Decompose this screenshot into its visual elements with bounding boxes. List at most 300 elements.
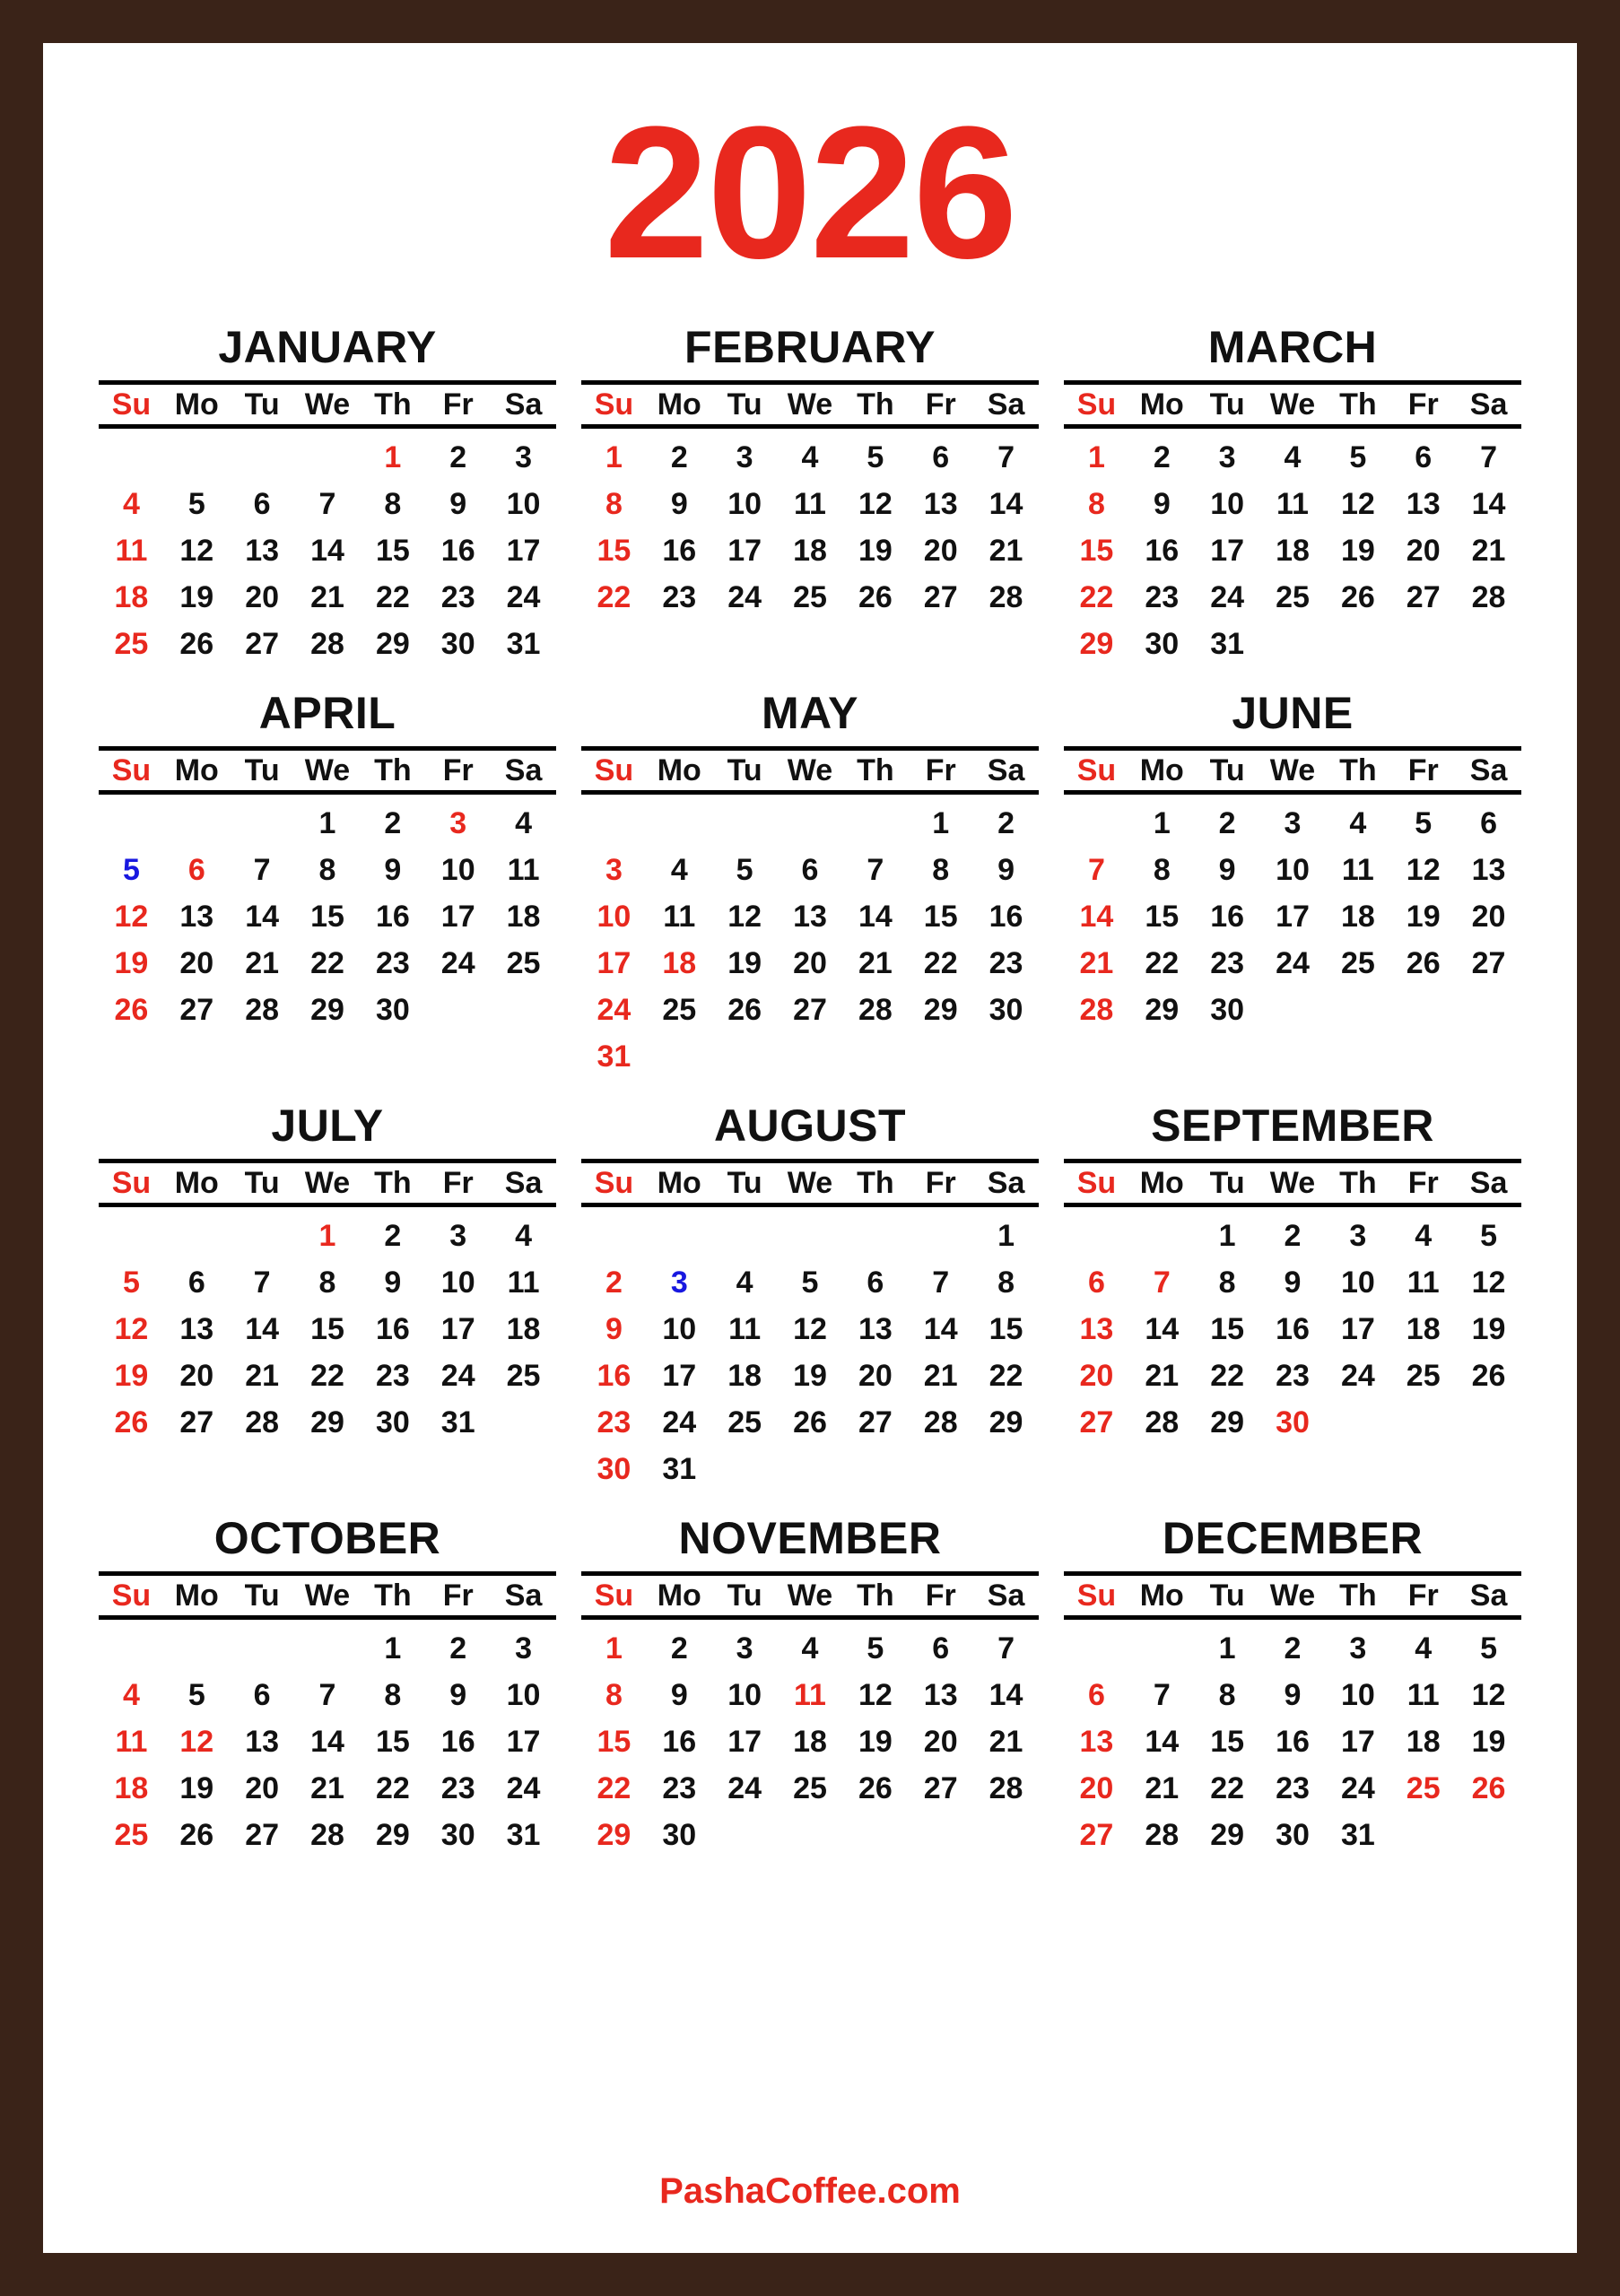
- day-cell: 29: [375, 1818, 410, 1853]
- day-cell: 2: [605, 1265, 623, 1300]
- weekday-label-tu: Tu: [244, 1578, 280, 1613]
- day-cell: 21: [1145, 1359, 1180, 1394]
- month-name-january: JANUARY: [218, 322, 437, 372]
- day-cell: 21: [989, 534, 1023, 569]
- weekday-label-th: Th: [374, 1578, 412, 1613]
- day-cell: 5: [1480, 1631, 1498, 1666]
- day-cell: 18: [114, 1771, 149, 1806]
- weekday-label-su: Su: [111, 1578, 152, 1613]
- weekday-label-tu: Tu: [244, 753, 280, 788]
- day-cell: 23: [597, 1405, 631, 1440]
- weekday-label-mo: Mo: [657, 753, 701, 788]
- month-name-march: MARCH: [1207, 322, 1378, 372]
- day-cell: 7: [932, 1265, 950, 1300]
- weekday-label-th: Th: [857, 1578, 894, 1613]
- day-cell: 21: [858, 946, 893, 981]
- day-cell: 12: [1406, 853, 1441, 888]
- day-cell: 28: [989, 580, 1023, 615]
- weekday-label-mo: Mo: [174, 1578, 219, 1613]
- weekday-label-tu: Tu: [1209, 753, 1245, 788]
- day-cell: 10: [727, 487, 762, 522]
- weekday-label-mo: Mo: [1139, 387, 1184, 422]
- weekday-label-fr: Fr: [1407, 1166, 1439, 1201]
- day-cell: 27: [1406, 580, 1441, 615]
- day-cell: 6: [187, 1265, 205, 1300]
- day-cell-empty: [99, 1213, 164, 1259]
- day-cell: 19: [858, 534, 893, 569]
- day-cell: 31: [597, 1039, 631, 1074]
- weekday-label-tu: Tu: [244, 387, 280, 422]
- day-cell: 23: [440, 1771, 475, 1806]
- day-cell: 19: [114, 1359, 149, 1394]
- day-cell-empty: [647, 1213, 712, 1259]
- day-cell: 10: [1210, 487, 1245, 522]
- day-cell: 25: [1340, 946, 1375, 981]
- day-cell: 12: [114, 1312, 149, 1347]
- day-cell: 23: [1145, 580, 1180, 615]
- day-cell: 21: [245, 1359, 280, 1394]
- day-cell: 22: [310, 946, 344, 981]
- day-cell: 16: [375, 900, 410, 935]
- day-cell: 2: [1153, 440, 1171, 474]
- day-cell: 27: [923, 580, 958, 615]
- day-cell: 21: [245, 946, 280, 981]
- day-cell: 22: [1145, 946, 1180, 981]
- day-cell-empty: [647, 800, 712, 847]
- day-cell-empty: [99, 800, 164, 847]
- day-cell: 12: [179, 1725, 214, 1760]
- day-cell: 6: [932, 440, 950, 474]
- day-cell: 14: [245, 1312, 280, 1347]
- day-cell: 30: [1145, 627, 1180, 662]
- weekday-label-mo: Mo: [174, 753, 219, 788]
- weekday-label-mo: Mo: [1139, 1166, 1184, 1201]
- day-cell: 10: [1276, 853, 1310, 888]
- day-cell: 20: [923, 534, 958, 569]
- month-block-april: [86, 687, 569, 1100]
- day-cell: 18: [506, 1312, 541, 1347]
- weekday-label-sa: Sa: [504, 1578, 543, 1613]
- day-cell: 1: [605, 1631, 623, 1666]
- day-cell: 23: [440, 580, 475, 615]
- day-cell: 19: [793, 1359, 827, 1394]
- day-cell: 4: [1349, 806, 1367, 841]
- day-cell: 2: [670, 1631, 688, 1666]
- day-cell: 22: [310, 1359, 344, 1394]
- day-cell: 15: [597, 1725, 631, 1760]
- day-cell: 16: [1276, 1725, 1310, 1760]
- day-cell: 8: [1087, 487, 1105, 522]
- day-grid-december: [1064, 1625, 1521, 1858]
- weekday-label-su: Su: [111, 753, 152, 788]
- day-cell-empty: [1064, 1213, 1129, 1259]
- weekday-label-fr: Fr: [925, 1578, 956, 1613]
- weekday-label-fr: Fr: [442, 753, 474, 788]
- month-name-june: JUNE: [1232, 688, 1354, 739]
- day-cell: 3: [1349, 1219, 1367, 1254]
- day-cell: 23: [1276, 1771, 1310, 1806]
- day-cell: 30: [440, 1818, 475, 1853]
- day-cell: 29: [375, 627, 410, 662]
- day-cell: 19: [179, 1771, 214, 1806]
- month-name-february: FEBRUARY: [684, 322, 936, 372]
- day-cell: 25: [506, 1359, 541, 1394]
- day-cell: 3: [515, 1631, 533, 1666]
- weekday-label-sa: Sa: [1469, 1166, 1508, 1201]
- day-cell: 4: [801, 1631, 819, 1666]
- day-cell: 14: [923, 1312, 958, 1347]
- day-cell: 11: [1276, 487, 1309, 522]
- day-cell: 3: [1218, 440, 1236, 474]
- day-cell: 30: [662, 1818, 697, 1853]
- day-cell: 2: [384, 806, 402, 841]
- day-cell: 18: [793, 1725, 827, 1760]
- day-cell: 6: [932, 1631, 950, 1666]
- day-cell: 18: [1276, 534, 1310, 569]
- day-cell-empty: [778, 800, 843, 847]
- day-cell: 17: [440, 1312, 475, 1347]
- day-cell: 30: [989, 993, 1023, 1028]
- day-cell: 15: [375, 1725, 410, 1760]
- day-cell: 10: [440, 1265, 475, 1300]
- day-cell: 21: [989, 1725, 1023, 1760]
- weekday-label-th: Th: [1339, 1166, 1377, 1201]
- day-cell: 6: [1480, 806, 1498, 841]
- day-cell: 8: [318, 853, 336, 888]
- day-cell: 30: [1276, 1818, 1310, 1853]
- weekday-header-row: [581, 1571, 1039, 1620]
- weekday-label-mo: Mo: [174, 387, 219, 422]
- day-cell: 25: [1406, 1359, 1441, 1394]
- day-cell-empty: [230, 1625, 295, 1672]
- weekday-label-tu: Tu: [1209, 387, 1245, 422]
- day-cell-empty: [164, 434, 230, 481]
- day-cell: 28: [1145, 1405, 1180, 1440]
- day-cell: 14: [1079, 900, 1114, 935]
- page-title: 2026: [604, 87, 1016, 298]
- day-cell: 26: [858, 580, 893, 615]
- day-cell: 20: [1079, 1771, 1114, 1806]
- day-cell: 7: [1480, 440, 1498, 474]
- day-cell: 1: [932, 806, 950, 841]
- day-cell: 21: [1471, 534, 1506, 569]
- day-cell: 5: [122, 1265, 140, 1300]
- day-cell: 22: [989, 1359, 1023, 1394]
- day-cell: 9: [384, 1265, 402, 1300]
- day-cell: 5: [1349, 440, 1367, 474]
- day-cell-empty: [230, 434, 295, 481]
- day-cell: 26: [727, 993, 762, 1028]
- day-cell: 10: [727, 1678, 762, 1713]
- month-name-august: AUGUST: [713, 1100, 907, 1152]
- day-cell: 27: [1079, 1405, 1114, 1440]
- day-cell: 9: [997, 853, 1015, 888]
- day-cell-empty: [1129, 1625, 1195, 1672]
- day-cell: 29: [310, 993, 344, 1028]
- weekday-label-we: We: [787, 753, 833, 788]
- day-cell: 26: [179, 627, 214, 662]
- day-cell: 1: [1153, 806, 1171, 841]
- day-cell: 16: [989, 900, 1023, 935]
- day-cell: 8: [605, 1678, 623, 1713]
- day-grid-july: [99, 1213, 556, 1446]
- weekday-header-row: [581, 1159, 1039, 1207]
- day-cell: 22: [375, 580, 410, 615]
- day-cell: 15: [1145, 900, 1180, 935]
- weekday-label-su: Su: [594, 753, 634, 788]
- weekday-label-su: Su: [1076, 1166, 1117, 1201]
- day-cell: 31: [440, 1405, 475, 1440]
- day-cell: 8: [1153, 853, 1171, 888]
- month-name-april: APRIL: [258, 688, 396, 739]
- day-cell: 12: [858, 1678, 893, 1713]
- day-cell: 12: [1471, 1678, 1506, 1713]
- month-block-december: [1051, 1512, 1534, 1878]
- day-cell: 12: [793, 1312, 827, 1347]
- weekday-label-sa: Sa: [987, 753, 1025, 788]
- day-cell: 15: [989, 1312, 1023, 1347]
- month-block-november: [569, 1512, 1051, 1878]
- day-cell: 10: [597, 900, 631, 935]
- weekday-label-sa: Sa: [504, 387, 543, 422]
- day-cell: 2: [449, 1631, 467, 1666]
- day-cell: 6: [867, 1265, 884, 1300]
- day-cell: 11: [115, 1725, 148, 1760]
- day-cell: 20: [1079, 1359, 1114, 1394]
- day-cell: 19: [1406, 900, 1441, 935]
- day-cell: 18: [114, 580, 149, 615]
- weekday-label-su: Su: [594, 1166, 634, 1201]
- day-cell: 9: [384, 853, 402, 888]
- day-cell: 5: [801, 1265, 819, 1300]
- day-cell: 13: [245, 1725, 280, 1760]
- day-cell: 31: [1210, 627, 1245, 662]
- month-block-august: [569, 1100, 1051, 1512]
- weekday-header-row: [99, 1159, 556, 1207]
- day-cell: 26: [793, 1405, 827, 1440]
- day-cell-empty: [295, 1625, 361, 1672]
- day-cell: 27: [245, 1818, 280, 1853]
- day-cell: 6: [1087, 1678, 1105, 1713]
- day-cell: 28: [310, 627, 344, 662]
- day-cell: 4: [670, 853, 688, 888]
- day-cell: 20: [179, 1359, 214, 1394]
- day-cell: 9: [1218, 853, 1236, 888]
- day-cell: 23: [662, 1771, 697, 1806]
- day-cell: 7: [1153, 1678, 1171, 1713]
- day-cell: 14: [1471, 487, 1506, 522]
- weekday-header-row: [1064, 746, 1521, 795]
- day-cell: 25: [114, 627, 149, 662]
- day-cell: 28: [1471, 580, 1506, 615]
- day-cell: 2: [1218, 806, 1236, 841]
- day-cell-empty: [1064, 800, 1129, 847]
- month-block-march: [1051, 321, 1534, 687]
- day-cell: 28: [245, 993, 280, 1028]
- day-cell: 19: [1471, 1725, 1506, 1760]
- weekday-label-su: Su: [1076, 753, 1117, 788]
- day-cell-empty: [99, 434, 164, 481]
- day-cell: 10: [1340, 1678, 1375, 1713]
- weekday-label-we: We: [1269, 1166, 1316, 1201]
- weekday-label-tu: Tu: [727, 753, 762, 788]
- day-cell: 30: [1210, 993, 1245, 1028]
- day-cell: 21: [923, 1359, 958, 1394]
- day-cell: 19: [1471, 1312, 1506, 1347]
- month-block-july: [86, 1100, 569, 1512]
- weekday-label-we: We: [787, 387, 833, 422]
- weekday-label-we: We: [1269, 387, 1316, 422]
- weekday-label-sa: Sa: [987, 1578, 1025, 1613]
- day-cell: 17: [727, 1725, 762, 1760]
- day-grid-june: [1064, 800, 1521, 1033]
- weekday-label-we: We: [304, 1578, 351, 1613]
- day-cell: 9: [1284, 1678, 1302, 1713]
- weekday-label-sa: Sa: [1469, 387, 1508, 422]
- day-cell: 26: [1471, 1771, 1506, 1806]
- day-cell: 25: [727, 1405, 762, 1440]
- weekday-label-tu: Tu: [727, 1578, 762, 1613]
- weekday-header-row: [99, 1571, 556, 1620]
- day-cell: 17: [727, 534, 762, 569]
- day-cell: 5: [1480, 1219, 1498, 1254]
- day-cell: 3: [736, 1631, 753, 1666]
- day-cell: 7: [318, 487, 336, 522]
- day-cell: 4: [122, 487, 140, 522]
- day-cell: 25: [1276, 580, 1310, 615]
- day-cell: 8: [1218, 1678, 1236, 1713]
- month-name-october: OCTOBER: [213, 1513, 441, 1564]
- day-cell: 20: [1471, 900, 1506, 935]
- day-cell: 16: [440, 534, 475, 569]
- month-block-february: [569, 321, 1051, 687]
- day-cell: 21: [310, 580, 344, 615]
- day-cell: 29: [1210, 1818, 1245, 1853]
- day-grid-march: [1064, 434, 1521, 667]
- day-cell: 15: [923, 900, 958, 935]
- day-cell: 20: [923, 1725, 958, 1760]
- day-cell: 31: [662, 1452, 697, 1487]
- day-cell: 9: [449, 487, 467, 522]
- day-cell: 16: [440, 1725, 475, 1760]
- day-cell: 21: [1145, 1771, 1180, 1806]
- day-cell: 24: [727, 1771, 762, 1806]
- day-cell: 13: [179, 1312, 214, 1347]
- day-cell: 20: [793, 946, 827, 981]
- day-cell: 22: [597, 1771, 631, 1806]
- day-cell: 19: [114, 946, 149, 981]
- day-cell: 20: [179, 946, 214, 981]
- weekday-label-th: Th: [857, 1166, 894, 1201]
- day-cell-empty: [164, 800, 230, 847]
- month-block-june: [1051, 687, 1534, 1100]
- day-cell: 17: [1340, 1312, 1375, 1347]
- day-cell: 4: [122, 1678, 140, 1713]
- day-cell: 13: [1406, 487, 1441, 522]
- weekday-label-mo: Mo: [657, 387, 701, 422]
- weekday-label-th: Th: [374, 387, 412, 422]
- day-cell: 2: [449, 440, 467, 474]
- day-cell: 2: [384, 1219, 402, 1254]
- day-cell: 22: [597, 580, 631, 615]
- weekday-label-su: Su: [1076, 387, 1117, 422]
- weekday-label-fr: Fr: [925, 753, 956, 788]
- day-cell: 17: [662, 1359, 697, 1394]
- day-cell: 29: [310, 1405, 344, 1440]
- weekday-label-th: Th: [857, 387, 894, 422]
- day-cell: 24: [597, 993, 631, 1028]
- day-cell: 4: [515, 806, 533, 841]
- weekday-label-sa: Sa: [1469, 1578, 1508, 1613]
- day-cell: 17: [1276, 900, 1310, 935]
- day-grid-january: [99, 434, 556, 667]
- day-cell: 14: [989, 1678, 1023, 1713]
- day-cell: 30: [597, 1452, 631, 1487]
- day-cell: 15: [310, 900, 344, 935]
- day-cell: 1: [318, 1219, 336, 1254]
- day-cell: 15: [310, 1312, 344, 1347]
- day-cell: 4: [515, 1219, 533, 1254]
- day-cell: 25: [506, 946, 541, 981]
- day-cell: 8: [384, 1678, 402, 1713]
- day-cell: 19: [179, 580, 214, 615]
- weekday-header-row: [99, 746, 556, 795]
- day-cell: 11: [1407, 1265, 1440, 1300]
- day-cell: 1: [318, 806, 336, 841]
- day-cell: 19: [858, 1725, 893, 1760]
- day-cell: 6: [1415, 440, 1433, 474]
- day-cell: 25: [793, 1771, 827, 1806]
- day-cell: 9: [670, 487, 688, 522]
- day-cell: 5: [867, 440, 884, 474]
- weekday-label-tu: Tu: [727, 1166, 762, 1201]
- weekday-label-sa: Sa: [987, 387, 1025, 422]
- day-cell: 8: [318, 1265, 336, 1300]
- day-cell: 26: [1340, 580, 1375, 615]
- weekday-label-tu: Tu: [727, 387, 762, 422]
- day-cell: 31: [506, 1818, 541, 1853]
- day-cell: 27: [858, 1405, 893, 1440]
- day-cell: 10: [1340, 1265, 1375, 1300]
- weekday-label-su: Su: [594, 1578, 634, 1613]
- day-cell: 18: [506, 900, 541, 935]
- weekday-label-su: Su: [1076, 1578, 1117, 1613]
- day-cell: 26: [114, 993, 149, 1028]
- day-cell: 18: [1340, 900, 1375, 935]
- day-cell-empty: [99, 1625, 164, 1672]
- day-cell: 4: [1415, 1631, 1433, 1666]
- day-cell: 25: [662, 993, 697, 1028]
- weekday-label-mo: Mo: [657, 1578, 701, 1613]
- day-cell: 15: [1210, 1725, 1245, 1760]
- day-cell: 12: [114, 900, 149, 935]
- day-cell: 16: [662, 1725, 697, 1760]
- weekday-label-th: Th: [374, 753, 412, 788]
- day-cell: 25: [114, 1818, 149, 1853]
- day-cell: 30: [375, 993, 410, 1028]
- day-cell: 16: [1210, 900, 1245, 935]
- day-cell: 6: [187, 853, 205, 888]
- day-cell: 26: [1406, 946, 1441, 981]
- day-cell: 24: [506, 1771, 541, 1806]
- day-cell: 22: [1210, 1771, 1245, 1806]
- weekday-label-sa: Sa: [987, 1166, 1025, 1201]
- weekday-label-mo: Mo: [1139, 1578, 1184, 1613]
- day-cell: 24: [440, 1359, 475, 1394]
- day-cell: 20: [245, 580, 280, 615]
- day-cell: 10: [506, 487, 541, 522]
- day-cell: 15: [375, 534, 410, 569]
